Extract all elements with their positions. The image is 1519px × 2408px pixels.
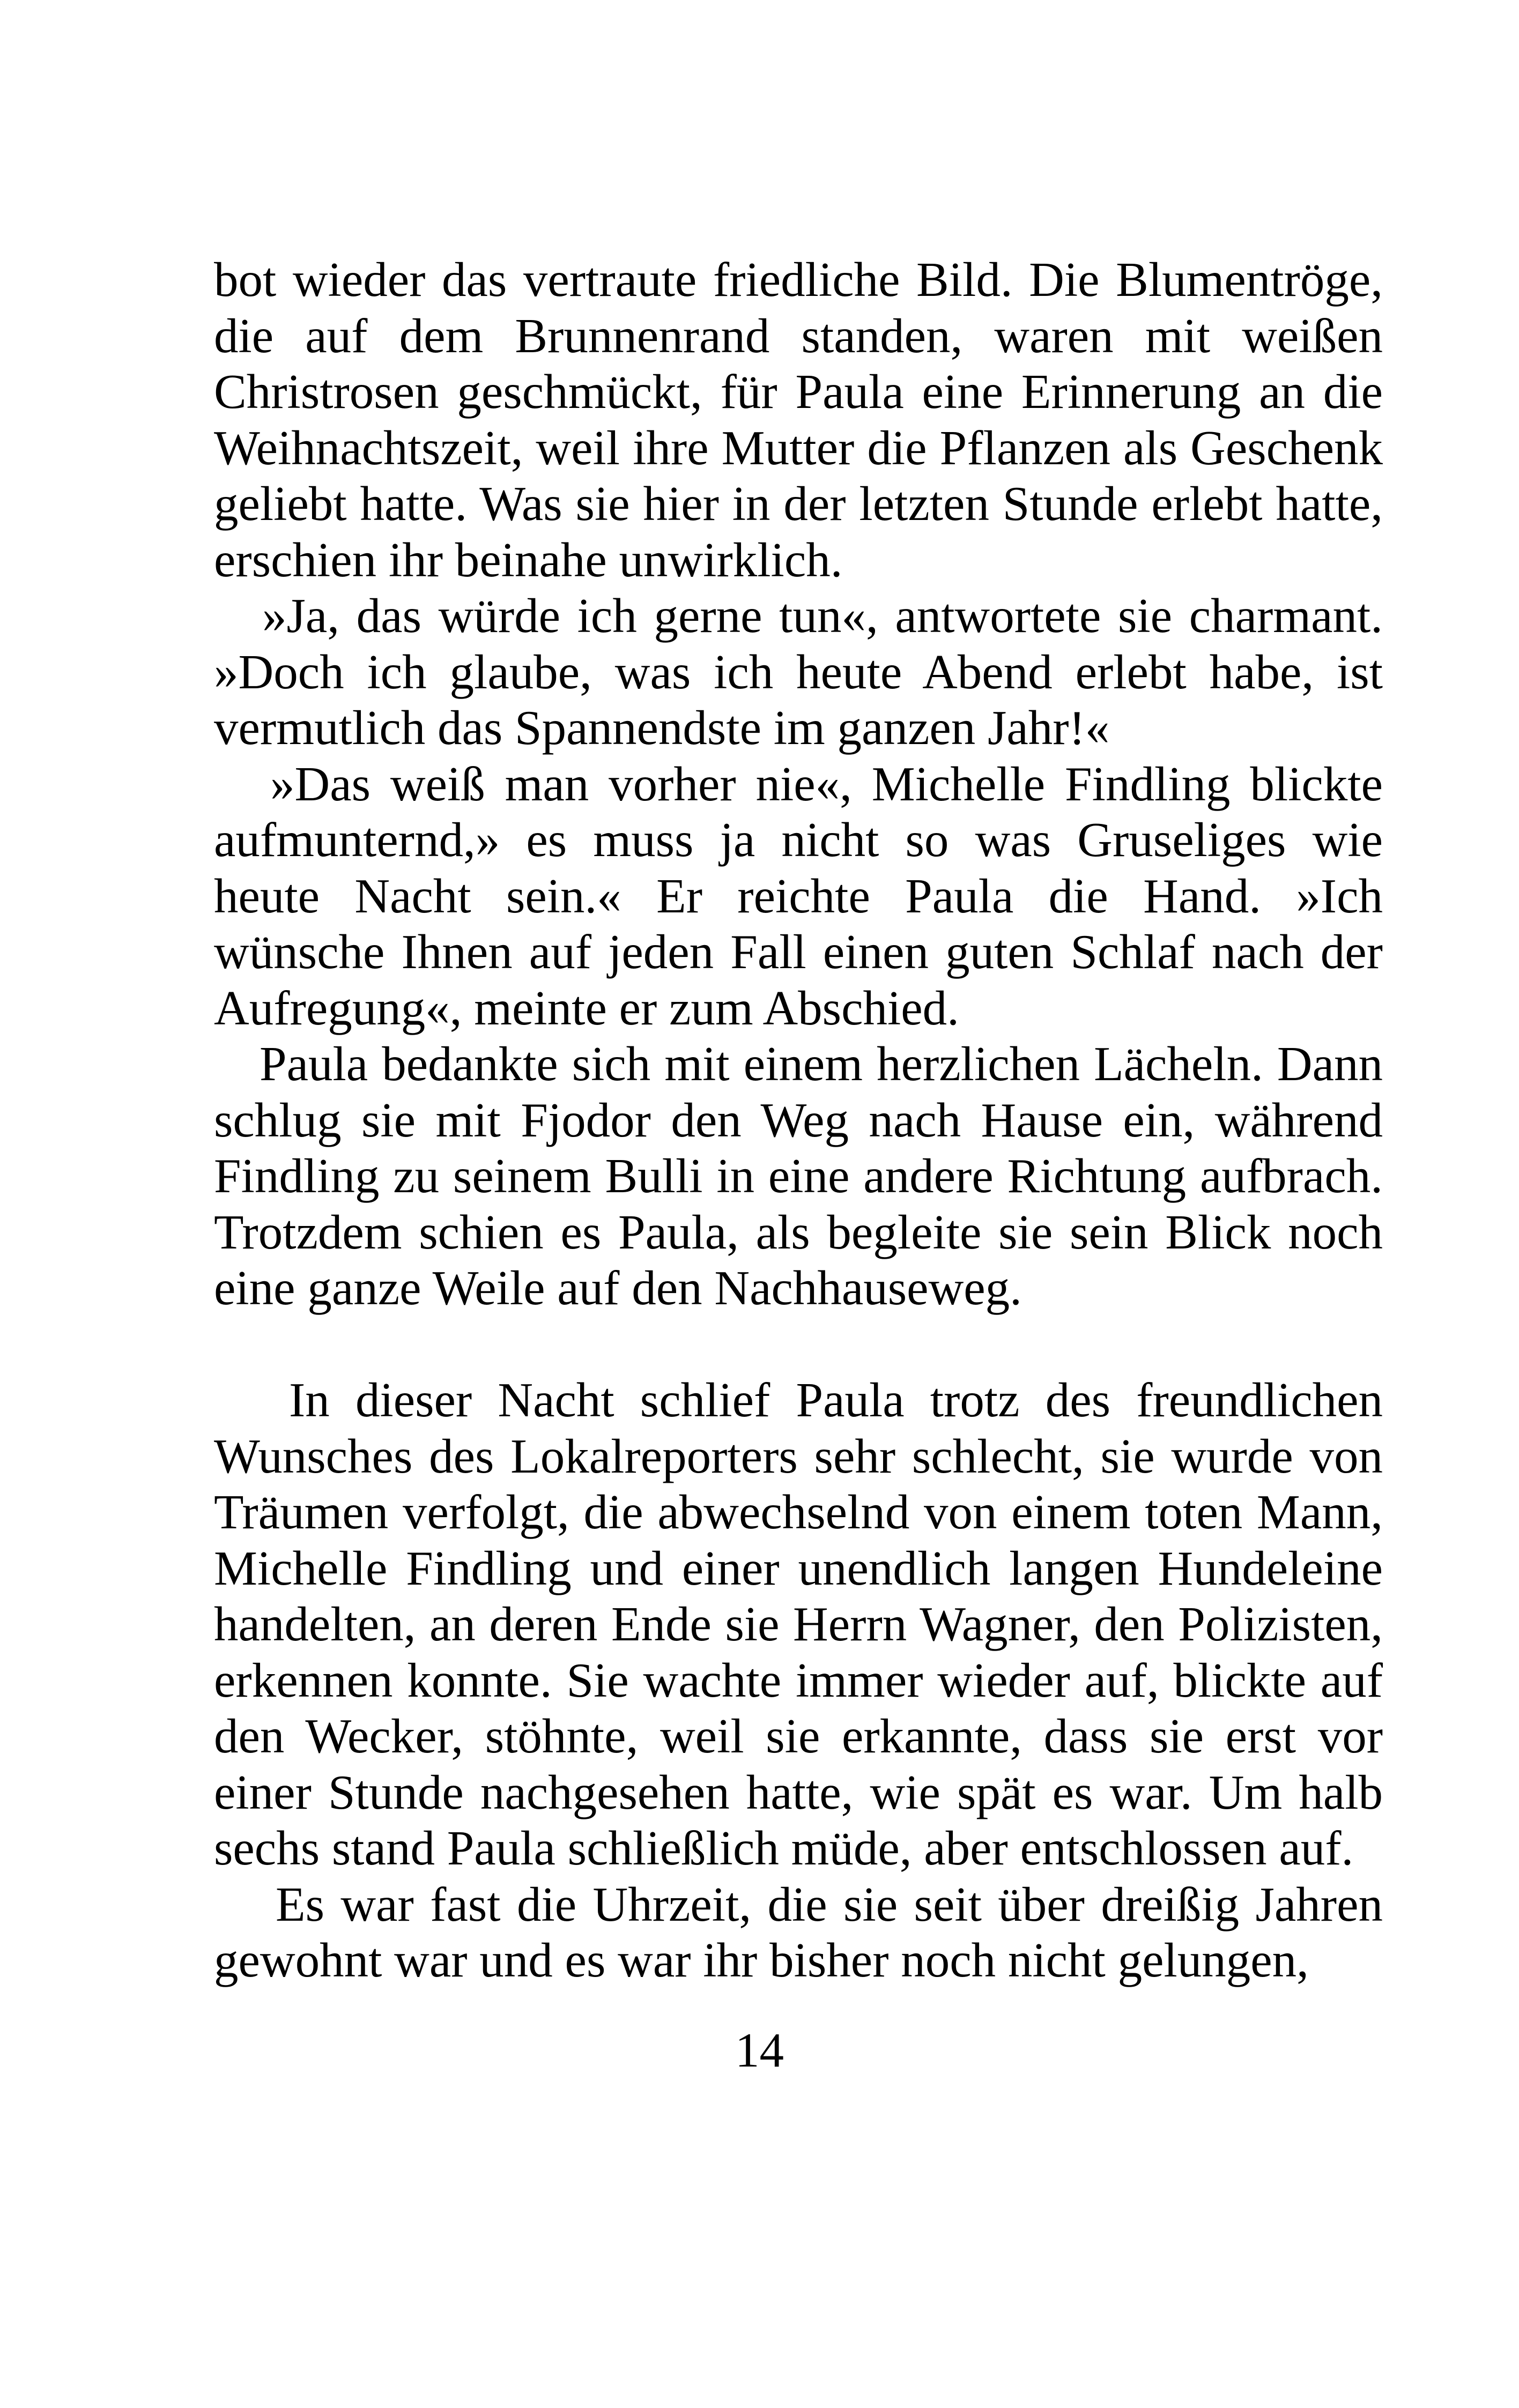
- paragraph-6: Es war fast die Uhrzeit, die sie seit über dreißig Jahren gewohnt war und es war ihr bisher noch nicht gelungen,: [214, 1877, 1383, 1987]
- paragraph-2: »Ja, das würde ich gerne tun«, antwortete sie charmant. »Doch ich glaube, was ich heute Abend erlebt habe, ist vermutlich das Spannendste im ganzen Jahr!«: [214, 589, 1383, 755]
- section-break: [214, 1317, 1383, 1373]
- paragraph-5: In dieser Nacht schlief Paula trotz des freundlichen Wunsches des Lokalreporters sehr schlecht, sie wurde von Träumen verfolgt, die abwechselnd von einem toten Mann, Michelle Findling und einer unendlich langen Hundeleine handelten, an deren Ende sie Herrn Wagner, den Polizisten, erkennen konnte. Sie wachte immer wieder auf, blickte auf den Wecker, stöhnte, weil sie erkannte, dass sie erst vor einer Stunde nachgesehen hatte, wie spät es war. Um halb sechs stand Paula schließlich müde, aber entschlossen auf.: [214, 1373, 1383, 1875]
- page-number: 14: [735, 2023, 784, 2077]
- paragraph-4: Paula bedankte sich mit einem herzlichen Lächeln. Dann schlug sie mit Fjodor den Weg nach Hause ein, während Findling zu seinem Bulli in eine andere Richtung aufbrach. Trotzdem schien es Paula, als begleite sie sein Blick noch eine ganze Weile auf den Nachhauseweg.: [214, 1037, 1383, 1315]
- paragraph-3: »Das weiß man vorher nie«, Michelle Findling blickte aufmunternd,» es muss ja nicht so was Gruseliges wie heute Nacht sein.« Er reichte Paula die Hand. »Ich wünsche Ihnen auf jeden Fall einen guten Schlaf nach der Aufregung«, meinte er zum Abschied.: [214, 756, 1383, 1035]
- body-text: [214, 252, 1383, 1989]
- paragraph-1: bot wieder das vertraute friedliche Bild. Die Blumentröge, die auf dem Brunnenrand standen, waren mit weißen Christrosen geschmückt, für Paula eine Erinnerung an die Weihnachtszeit, weil ihre Mutter die Pflanzen als Geschenk geliebt hatte. Was sie hier in der letzten Stunde erlebt hatte, erschien ihr beinahe unwirklich.: [214, 252, 1383, 587]
